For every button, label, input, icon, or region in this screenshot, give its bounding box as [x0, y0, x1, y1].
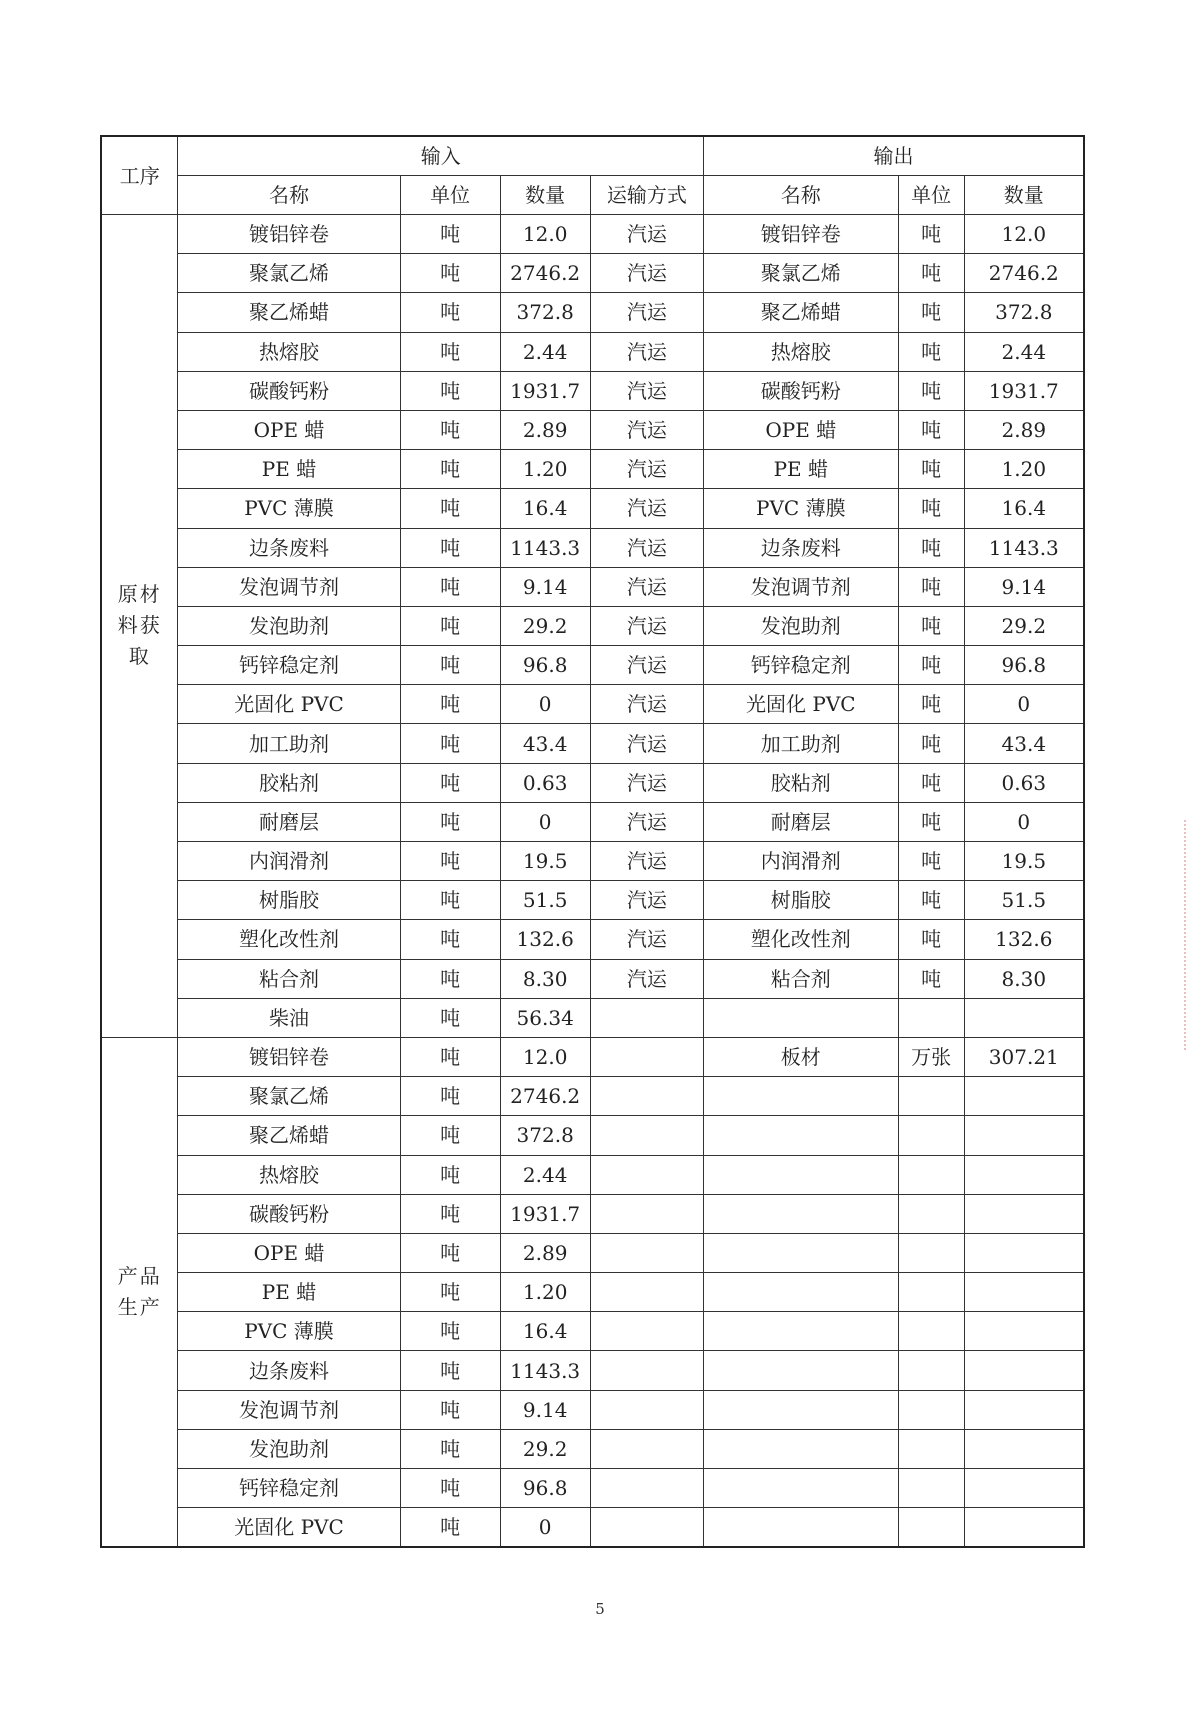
- input-unit-cell: 吨: [400, 881, 500, 920]
- output-unit-cell: [898, 998, 964, 1037]
- output-quantity-cell: [964, 998, 1084, 1037]
- input-unit-cell: 吨: [400, 1508, 500, 1548]
- process-label: 产品生产: [117, 1264, 162, 1320]
- table-row: [101, 1273, 1084, 1312]
- output-quantity-cell: 132.6: [964, 920, 1084, 959]
- table-row: [101, 1508, 1084, 1548]
- output-unit-cell: [898, 1194, 964, 1233]
- input-quantity-cell: 29.2: [500, 606, 590, 645]
- output-name-cell: [704, 1390, 899, 1429]
- input-transport-cell: [590, 1116, 703, 1155]
- output-unit-cell: 吨: [898, 371, 964, 410]
- header-output-quantity: 数量: [964, 176, 1084, 215]
- output-unit-cell: 吨: [898, 489, 964, 528]
- input-transport-cell: 汽运: [590, 293, 703, 332]
- output-quantity-cell: 29.2: [964, 606, 1084, 645]
- input-unit-cell: 吨: [400, 1194, 500, 1233]
- table-row: [101, 763, 1084, 802]
- output-quantity-cell: 0.63: [964, 763, 1084, 802]
- output-name-cell: OPE 蜡: [704, 410, 899, 449]
- output-name-cell: PE 蜡: [704, 450, 899, 489]
- output-quantity-cell: 43.4: [964, 724, 1084, 763]
- input-name-cell: 光固化 PVC: [178, 1508, 400, 1548]
- table-row: [101, 332, 1084, 371]
- input-transport-cell: [590, 1390, 703, 1429]
- output-quantity-cell: [964, 1429, 1084, 1468]
- output-unit-cell: 吨: [898, 802, 964, 841]
- table-row: [101, 1037, 1084, 1076]
- input-name-cell: 镀铝锌卷: [178, 1037, 400, 1076]
- output-quantity-cell: 1.20: [964, 450, 1084, 489]
- output-unit-cell: 吨: [898, 332, 964, 371]
- input-name-cell: 发泡调节剂: [178, 567, 400, 606]
- output-unit-cell: 吨: [898, 528, 964, 567]
- output-name-cell: 边条废料: [704, 528, 899, 567]
- input-quantity-cell: 372.8: [500, 1116, 590, 1155]
- input-transport-cell: 汽运: [590, 450, 703, 489]
- output-quantity-cell: 19.5: [964, 842, 1084, 881]
- table-row: [101, 842, 1084, 881]
- table-row: [101, 881, 1084, 920]
- seal-edge-mark: [1184, 820, 1200, 1050]
- output-unit-cell: [898, 1429, 964, 1468]
- output-unit-cell: [898, 1351, 964, 1390]
- input-quantity-cell: 29.2: [500, 1429, 590, 1468]
- output-quantity-cell: [964, 1273, 1084, 1312]
- input-quantity-cell: 9.14: [500, 1390, 590, 1429]
- input-unit-cell: 吨: [400, 842, 500, 881]
- output-unit-cell: 吨: [898, 606, 964, 645]
- input-transport-cell: 汽运: [590, 842, 703, 881]
- table-row: [101, 1155, 1084, 1194]
- input-transport-cell: [590, 1508, 703, 1548]
- table-row: [101, 371, 1084, 410]
- output-quantity-cell: 12.0: [964, 215, 1084, 254]
- output-name-cell: 热熔胶: [704, 332, 899, 371]
- output-quantity-cell: 16.4: [964, 489, 1084, 528]
- input-quantity-cell: 96.8: [500, 1469, 590, 1508]
- output-quantity-cell: [964, 1312, 1084, 1351]
- input-unit-cell: 吨: [400, 1077, 500, 1116]
- input-name-cell: 塑化改性剂: [178, 920, 400, 959]
- input-quantity-cell: 0: [500, 802, 590, 841]
- output-quantity-cell: 372.8: [964, 293, 1084, 332]
- input-unit-cell: 吨: [400, 646, 500, 685]
- input-quantity-cell: 132.6: [500, 920, 590, 959]
- input-quantity-cell: 0: [500, 1508, 590, 1548]
- input-quantity-cell: 0.63: [500, 763, 590, 802]
- input-name-cell: 聚氯乙烯: [178, 1077, 400, 1116]
- table-row: [101, 1429, 1084, 1468]
- input-name-cell: 耐磨层: [178, 802, 400, 841]
- input-unit-cell: 吨: [400, 215, 500, 254]
- output-name-cell: PVC 薄膜: [704, 489, 899, 528]
- output-unit-cell: 万张: [898, 1037, 964, 1076]
- output-unit-cell: 吨: [898, 959, 964, 998]
- output-name-cell: [704, 1273, 899, 1312]
- input-name-cell: 边条废料: [178, 1351, 400, 1390]
- input-name-cell: PE 蜡: [178, 450, 400, 489]
- input-transport-cell: 汽运: [590, 410, 703, 449]
- output-quantity-cell: [964, 1194, 1084, 1233]
- input-quantity-cell: 12.0: [500, 1037, 590, 1076]
- output-quantity-cell: [964, 1155, 1084, 1194]
- header-output-unit: 单位: [898, 176, 964, 215]
- input-quantity-cell: 1.20: [500, 1273, 590, 1312]
- output-unit-cell: [898, 1312, 964, 1351]
- output-quantity-cell: 1931.7: [964, 371, 1084, 410]
- process-cell: [101, 1037, 178, 1547]
- table-row: [101, 920, 1084, 959]
- input-transport-cell: 汽运: [590, 371, 703, 410]
- output-quantity-cell: 1143.3: [964, 528, 1084, 567]
- input-transport-cell: [590, 998, 703, 1037]
- input-transport-cell: [590, 1273, 703, 1312]
- table-row: [101, 1116, 1084, 1155]
- input-name-cell: OPE 蜡: [178, 410, 400, 449]
- inventory-table: [100, 135, 1085, 1548]
- input-transport-cell: 汽运: [590, 763, 703, 802]
- input-name-cell: PE 蜡: [178, 1273, 400, 1312]
- process-cell: [101, 215, 178, 1038]
- table-row: [101, 567, 1084, 606]
- input-quantity-cell: 2.89: [500, 410, 590, 449]
- output-name-cell: [704, 1351, 899, 1390]
- input-transport-cell: [590, 1077, 703, 1116]
- input-unit-cell: 吨: [400, 1469, 500, 1508]
- table-row: [101, 802, 1084, 841]
- input-unit-cell: 吨: [400, 1155, 500, 1194]
- input-unit-cell: 吨: [400, 685, 500, 724]
- process-label: 原材料获取: [117, 582, 162, 669]
- output-quantity-cell: 8.30: [964, 959, 1084, 998]
- table-row: [101, 528, 1084, 567]
- output-quantity-cell: 2.89: [964, 410, 1084, 449]
- input-name-cell: 树脂胶: [178, 881, 400, 920]
- input-quantity-cell: 56.34: [500, 998, 590, 1037]
- output-name-cell: 塑化改性剂: [704, 920, 899, 959]
- output-name-cell: [704, 1429, 899, 1468]
- input-transport-cell: 汽运: [590, 920, 703, 959]
- output-name-cell: 光固化 PVC: [704, 685, 899, 724]
- input-name-cell: 内润滑剂: [178, 842, 400, 881]
- input-name-cell: OPE 蜡: [178, 1233, 400, 1272]
- output-name-cell: [704, 1155, 899, 1194]
- output-unit-cell: 吨: [898, 410, 964, 449]
- input-transport-cell: 汽运: [590, 724, 703, 763]
- table-row: [101, 1390, 1084, 1429]
- input-quantity-cell: 1.20: [500, 450, 590, 489]
- input-name-cell: 聚氯乙烯: [178, 254, 400, 293]
- output-name-cell: [704, 1233, 899, 1272]
- table-row: [101, 1194, 1084, 1233]
- output-name-cell: 聚乙烯蜡: [704, 293, 899, 332]
- output-quantity-cell: [964, 1508, 1084, 1548]
- input-quantity-cell: 1143.3: [500, 1351, 590, 1390]
- output-quantity-cell: [964, 1351, 1084, 1390]
- input-quantity-cell: 1931.7: [500, 1194, 590, 1233]
- output-quantity-cell: [964, 1233, 1084, 1272]
- input-unit-cell: 吨: [400, 1390, 500, 1429]
- input-name-cell: 粘合剂: [178, 959, 400, 998]
- input-quantity-cell: 2746.2: [500, 254, 590, 293]
- output-name-cell: 树脂胶: [704, 881, 899, 920]
- output-name-cell: 碳酸钙粉: [704, 371, 899, 410]
- output-quantity-cell: 2.44: [964, 332, 1084, 371]
- table-row: [101, 1351, 1084, 1390]
- output-name-cell: [704, 1312, 899, 1351]
- input-name-cell: 钙锌稳定剂: [178, 1469, 400, 1508]
- input-transport-cell: 汽运: [590, 332, 703, 371]
- input-unit-cell: 吨: [400, 1233, 500, 1272]
- input-quantity-cell: 16.4: [500, 1312, 590, 1351]
- input-name-cell: 热熔胶: [178, 332, 400, 371]
- output-name-cell: 聚氯乙烯: [704, 254, 899, 293]
- input-transport-cell: [590, 1351, 703, 1390]
- output-name-cell: 加工助剂: [704, 724, 899, 763]
- input-quantity-cell: 43.4: [500, 724, 590, 763]
- output-quantity-cell: 96.8: [964, 646, 1084, 685]
- output-quantity-cell: 0: [964, 685, 1084, 724]
- input-name-cell: 热熔胶: [178, 1155, 400, 1194]
- header-input-unit: 单位: [400, 176, 500, 215]
- input-name-cell: 边条废料: [178, 528, 400, 567]
- header-row-primary: [101, 136, 1084, 176]
- output-quantity-cell: 9.14: [964, 567, 1084, 606]
- input-quantity-cell: 16.4: [500, 489, 590, 528]
- input-quantity-cell: 2746.2: [500, 1077, 590, 1116]
- header-input-name: 名称: [178, 176, 400, 215]
- input-unit-cell: 吨: [400, 332, 500, 371]
- output-name-cell: [704, 1508, 899, 1548]
- input-transport-cell: 汽运: [590, 254, 703, 293]
- table-row: [101, 1469, 1084, 1508]
- output-unit-cell: 吨: [898, 920, 964, 959]
- table-row: [101, 1312, 1084, 1351]
- header-input-quantity: 数量: [500, 176, 590, 215]
- output-unit-cell: [898, 1233, 964, 1272]
- output-unit-cell: 吨: [898, 254, 964, 293]
- input-name-cell: PVC 薄膜: [178, 489, 400, 528]
- input-quantity-cell: 12.0: [500, 215, 590, 254]
- input-quantity-cell: 2.89: [500, 1233, 590, 1272]
- input-name-cell: 加工助剂: [178, 724, 400, 763]
- input-unit-cell: 吨: [400, 410, 500, 449]
- output-name-cell: 内润滑剂: [704, 842, 899, 881]
- input-quantity-cell: 0: [500, 685, 590, 724]
- output-quantity-cell: [964, 1469, 1084, 1508]
- input-name-cell: 镀铝锌卷: [178, 215, 400, 254]
- header-output: 输出: [704, 136, 1085, 176]
- output-unit-cell: [898, 1508, 964, 1548]
- input-name-cell: 发泡助剂: [178, 1429, 400, 1468]
- output-unit-cell: 吨: [898, 881, 964, 920]
- output-name-cell: 发泡助剂: [704, 606, 899, 645]
- input-unit-cell: 吨: [400, 1273, 500, 1312]
- output-name-cell: 钙锌稳定剂: [704, 646, 899, 685]
- input-unit-cell: 吨: [400, 920, 500, 959]
- input-transport-cell: 汽运: [590, 215, 703, 254]
- input-quantity-cell: 8.30: [500, 959, 590, 998]
- input-transport-cell: 汽运: [590, 528, 703, 567]
- header-input-transport: 运输方式: [590, 176, 703, 215]
- input-transport-cell: [590, 1194, 703, 1233]
- input-name-cell: 碳酸钙粉: [178, 371, 400, 410]
- output-unit-cell: 吨: [898, 646, 964, 685]
- table-row: [101, 450, 1084, 489]
- output-unit-cell: 吨: [898, 293, 964, 332]
- output-unit-cell: 吨: [898, 215, 964, 254]
- input-transport-cell: 汽运: [590, 567, 703, 606]
- output-name-cell: [704, 998, 899, 1037]
- output-quantity-cell: [964, 1390, 1084, 1429]
- output-name-cell: 镀铝锌卷: [704, 215, 899, 254]
- output-unit-cell: 吨: [898, 567, 964, 606]
- input-quantity-cell: 9.14: [500, 567, 590, 606]
- input-transport-cell: [590, 1233, 703, 1272]
- table-row: [101, 254, 1084, 293]
- input-unit-cell: 吨: [400, 371, 500, 410]
- input-quantity-cell: 2.44: [500, 1155, 590, 1194]
- input-name-cell: 聚乙烯蜡: [178, 1116, 400, 1155]
- input-name-cell: 聚乙烯蜡: [178, 293, 400, 332]
- output-quantity-cell: [964, 1077, 1084, 1116]
- input-quantity-cell: 1143.3: [500, 528, 590, 567]
- output-unit-cell: 吨: [898, 685, 964, 724]
- output-unit-cell: 吨: [898, 763, 964, 802]
- header-input: 输入: [178, 136, 704, 176]
- input-quantity-cell: 51.5: [500, 881, 590, 920]
- input-unit-cell: 吨: [400, 763, 500, 802]
- input-unit-cell: 吨: [400, 1429, 500, 1468]
- output-name-cell: 板材: [704, 1037, 899, 1076]
- table-row: [101, 606, 1084, 645]
- output-unit-cell: [898, 1469, 964, 1508]
- input-quantity-cell: 19.5: [500, 842, 590, 881]
- header-row-secondary: [101, 176, 1084, 215]
- input-quantity-cell: 372.8: [500, 293, 590, 332]
- input-transport-cell: 汽运: [590, 646, 703, 685]
- output-name-cell: [704, 1116, 899, 1155]
- input-name-cell: 胶粘剂: [178, 763, 400, 802]
- input-unit-cell: 吨: [400, 254, 500, 293]
- input-unit-cell: 吨: [400, 724, 500, 763]
- input-unit-cell: 吨: [400, 606, 500, 645]
- input-transport-cell: [590, 1037, 703, 1076]
- header-process: 工序: [101, 136, 178, 215]
- output-name-cell: 胶粘剂: [704, 763, 899, 802]
- input-name-cell: PVC 薄膜: [178, 1312, 400, 1351]
- output-unit-cell: [898, 1155, 964, 1194]
- output-unit-cell: 吨: [898, 842, 964, 881]
- page-number: 5: [595, 1600, 605, 1618]
- table-row: [101, 215, 1084, 254]
- input-name-cell: 钙锌稳定剂: [178, 646, 400, 685]
- input-transport-cell: 汽运: [590, 959, 703, 998]
- input-name-cell: 发泡助剂: [178, 606, 400, 645]
- input-unit-cell: 吨: [400, 802, 500, 841]
- output-quantity-cell: 0: [964, 802, 1084, 841]
- table-row: [101, 410, 1084, 449]
- input-unit-cell: 吨: [400, 1116, 500, 1155]
- input-name-cell: 碳酸钙粉: [178, 1194, 400, 1233]
- table-row: [101, 685, 1084, 724]
- table-row: [101, 998, 1084, 1037]
- input-quantity-cell: 96.8: [500, 646, 590, 685]
- output-name-cell: [704, 1077, 899, 1116]
- table-row: [101, 959, 1084, 998]
- table-row: [101, 293, 1084, 332]
- input-unit-cell: 吨: [400, 567, 500, 606]
- table-row: [101, 489, 1084, 528]
- input-unit-cell: 吨: [400, 1312, 500, 1351]
- output-unit-cell: [898, 1273, 964, 1312]
- input-unit-cell: 吨: [400, 528, 500, 567]
- input-transport-cell: [590, 1155, 703, 1194]
- input-transport-cell: 汽运: [590, 881, 703, 920]
- table-row: [101, 1233, 1084, 1272]
- output-unit-cell: [898, 1077, 964, 1116]
- output-name-cell: [704, 1469, 899, 1508]
- output-unit-cell: 吨: [898, 724, 964, 763]
- output-name-cell: 粘合剂: [704, 959, 899, 998]
- input-unit-cell: 吨: [400, 489, 500, 528]
- output-unit-cell: [898, 1390, 964, 1429]
- input-transport-cell: [590, 1469, 703, 1508]
- table-row: [101, 646, 1084, 685]
- output-unit-cell: [898, 1116, 964, 1155]
- input-quantity-cell: 2.44: [500, 332, 590, 371]
- input-name-cell: 光固化 PVC: [178, 685, 400, 724]
- output-name-cell: 耐磨层: [704, 802, 899, 841]
- output-quantity-cell: [964, 1116, 1084, 1155]
- input-unit-cell: 吨: [400, 998, 500, 1037]
- input-unit-cell: 吨: [400, 450, 500, 489]
- output-quantity-cell: 2746.2: [964, 254, 1084, 293]
- output-unit-cell: 吨: [898, 450, 964, 489]
- output-quantity-cell: 51.5: [964, 881, 1084, 920]
- header-output-name: 名称: [704, 176, 899, 215]
- table-row: [101, 724, 1084, 763]
- input-transport-cell: 汽运: [590, 606, 703, 645]
- input-transport-cell: 汽运: [590, 685, 703, 724]
- input-unit-cell: 吨: [400, 1037, 500, 1076]
- output-name-cell: [704, 1194, 899, 1233]
- input-unit-cell: 吨: [400, 293, 500, 332]
- table-body: [101, 136, 1084, 1547]
- table-row: [101, 1077, 1084, 1116]
- input-name-cell: 发泡调节剂: [178, 1390, 400, 1429]
- input-unit-cell: 吨: [400, 1351, 500, 1390]
- input-transport-cell: 汽运: [590, 802, 703, 841]
- input-name-cell: 柴油: [178, 998, 400, 1037]
- input-transport-cell: [590, 1429, 703, 1468]
- input-unit-cell: 吨: [400, 959, 500, 998]
- output-name-cell: 发泡调节剂: [704, 567, 899, 606]
- output-quantity-cell: 307.21: [964, 1037, 1084, 1076]
- input-transport-cell: [590, 1312, 703, 1351]
- input-transport-cell: 汽运: [590, 489, 703, 528]
- input-quantity-cell: 1931.7: [500, 371, 590, 410]
